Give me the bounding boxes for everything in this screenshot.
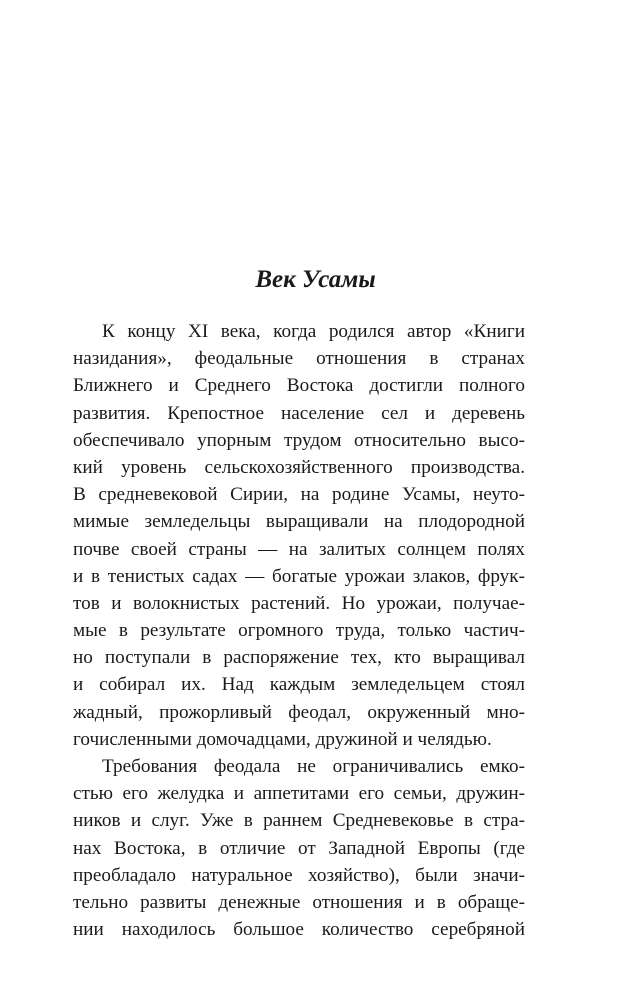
paragraph-1-line-6: кий уровень сельскохозяйственного производства. [73, 456, 525, 478]
paragraph-1-line-13: но поступали в распоряжение тех, кто выращивал [73, 647, 525, 669]
paragraph-2-line-7: нии находилось большое количество серебряной [73, 919, 525, 941]
chapter-title: Век Усамы [255, 266, 376, 293]
paragraph-2-line-6: тельно развиты денежные отношения и в обраще- [73, 891, 525, 913]
paragraph-1-line-7: В средневековой Сирии, на родине Усамы, неуто- [73, 484, 525, 506]
paragraph-2-line-4: нах Востока, в отличие от Западной Европы (где [73, 837, 525, 859]
paragraph-1-line-4: развития. Крепостное население сел и деревень [73, 402, 525, 424]
paragraph-1-line-9: почве своей страны — на залитых солнцем полях [73, 538, 525, 560]
body-text [73, 318, 525, 943]
paragraph-1-line-2: назидания», феодальные отношения в странах [73, 348, 525, 370]
paragraph-1-line-10: и в тенистых садах — богатые урожаи злаков, фрук- [73, 565, 525, 587]
paragraph-1-line-1: К концу XI века, когда родился автор «Книги [102, 321, 525, 342]
paragraph-1-line-5: обеспечивало упорным трудом относительно высо- [73, 429, 525, 451]
paragraph-1-line-14: и собирал их. Над каждым земледельцем стоял [73, 674, 525, 696]
paragraph-2-line-5: преобладало натуральное хозяйство), были значи- [73, 864, 525, 886]
paragraph-1-line-3: Ближнего и Среднего Востока достигли полного [73, 375, 525, 397]
paragraph-1-line-15: жадный, прожорливый феодал, окруженный мно- [73, 701, 525, 723]
paragraph-2-line-2: стью его желудка и аппетитами его семьи, дружин- [73, 783, 525, 805]
paragraph-1-line-8: мимые земледельцы выращивали на плодородной [73, 511, 525, 533]
paragraph-1-line-12: мые в результате огромного труда, только частич- [73, 620, 525, 642]
paragraph-1-line-11: тов и волокнистых растений. Но урожаи, получае- [73, 592, 525, 614]
paragraph-2-line-3: ников и слуг. Уже в раннем Средневековье в стра- [73, 810, 525, 832]
paragraph-2-line-1: Требования феодала не ограничивались емко- [102, 756, 525, 777]
paragraph-1-line-16: гочисленными домочадцами, дружиной и челядью. [73, 728, 492, 750]
